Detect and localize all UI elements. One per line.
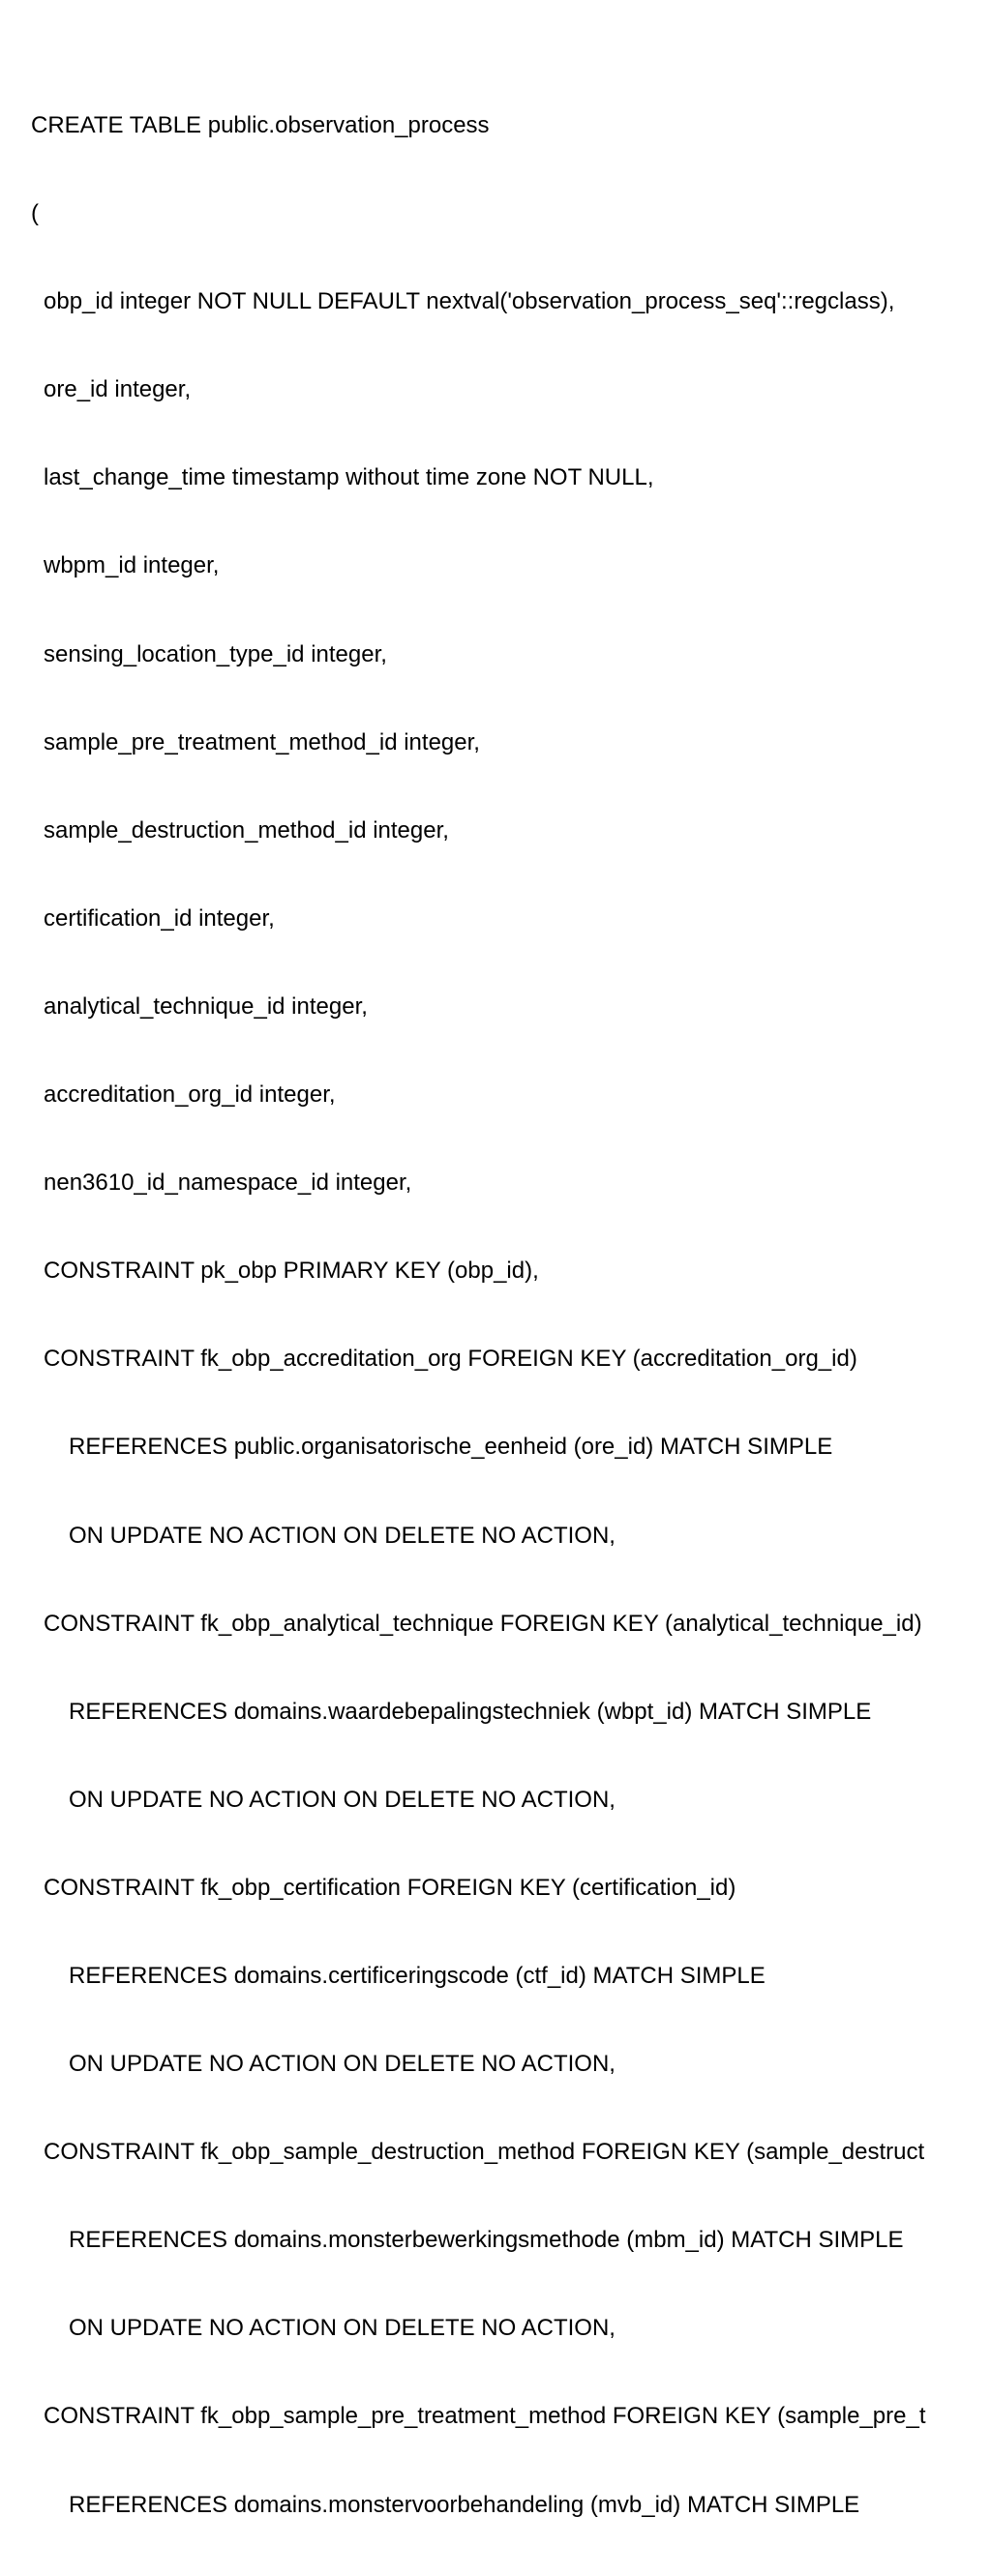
sql-line-column-sample-destruction-method-id: sample_destruction_method_id integer, (44, 816, 449, 844)
sql-line-constraint-fk-sample-destruction-method: CONSTRAINT fk_obp_sample_destruction_method FOREIGN KEY (sample_destruct (44, 2139, 925, 2166)
sql-line-column-sample-pre-treatment-method-id: sample_pre_treatment_method_id integer, (44, 728, 480, 755)
sql-line-references: REFERENCES domains.monsterbewerkingsmethode (mbm_id) MATCH SIMPLE (69, 2227, 904, 2254)
sql-line-column-certification-id: certification_id integer, (44, 904, 275, 932)
sql-line-constraint-fk-analytical-technique: CONSTRAINT fk_obp_analytical_technique FOREIGN KEY (analytical_technique_id) (44, 1610, 922, 1637)
sql-line-references: REFERENCES domains.waardebepalingstechniek (wbpt_id) MATCH SIMPLE (69, 1698, 872, 1725)
sql-line-on-update: ON UPDATE NO ACTION ON DELETE NO ACTION, (69, 2051, 616, 2078)
sql-create-table-statement (31, 54, 926, 2576)
sql-line-column-analytical-technique-id: analytical_technique_id integer, (44, 992, 368, 1020)
sql-line-column-ore-id: ore_id integer, (44, 376, 192, 403)
sql-line-constraint-pk-obp: CONSTRAINT pk_obp PRIMARY KEY (obp_id), (44, 1258, 539, 1285)
sql-line-column-wbpm-id: wbpm_id integer, (44, 552, 220, 579)
sql-line-references: REFERENCES domains.certificeringscode (ctf_id) MATCH SIMPLE (69, 1962, 766, 1989)
sql-line-column-accreditation-org-id: accreditation_org_id integer, (44, 1081, 336, 1109)
sql-line-on-update: ON UPDATE NO ACTION ON DELETE NO ACTION, (69, 2315, 616, 2342)
sql-line-column-sensing-location-type-id: sensing_location_type_id integer, (44, 640, 387, 667)
sql-line-on-update: ON UPDATE NO ACTION ON DELETE NO ACTION, (69, 1786, 616, 1813)
sql-line-open-paren: ( (31, 200, 39, 227)
sql-line-constraint-fk-certification: CONSTRAINT fk_obp_certification FOREIGN KEY (certification_id) (44, 1874, 736, 1901)
sql-line-on-update: ON UPDATE NO ACTION ON DELETE NO ACTION, (69, 1522, 616, 1549)
sql-line-create-table: CREATE TABLE public.observation_process (31, 112, 490, 138)
sql-line-constraint-fk-accreditation-org: CONSTRAINT fk_obp_accreditation_org FOREIGN KEY (accreditation_org_id) (44, 1346, 857, 1373)
sql-line-column-last-change-time: last_change_time timestamp without time zone NOT NULL, (44, 464, 654, 491)
sql-line-constraint-fk-sample-pre-treatment-method: CONSTRAINT fk_obp_sample_pre_treatment_method FOREIGN KEY (sample_pre_t (44, 2403, 926, 2430)
sql-line-column-nen3610-id-namespace-id: nen3610_id_namespace_id integer, (44, 1170, 412, 1197)
sql-line-references: REFERENCES domains.monstervoorbehandeling (mvb_id) MATCH SIMPLE (69, 2491, 860, 2518)
sql-line-references: REFERENCES public.organisatorische_eenheid (ore_id) MATCH SIMPLE (69, 1434, 833, 1461)
sql-line-column-obp-id: obp_id integer NOT NULL DEFAULT nextval('observation_process_seq'::regclass), (44, 288, 895, 315)
